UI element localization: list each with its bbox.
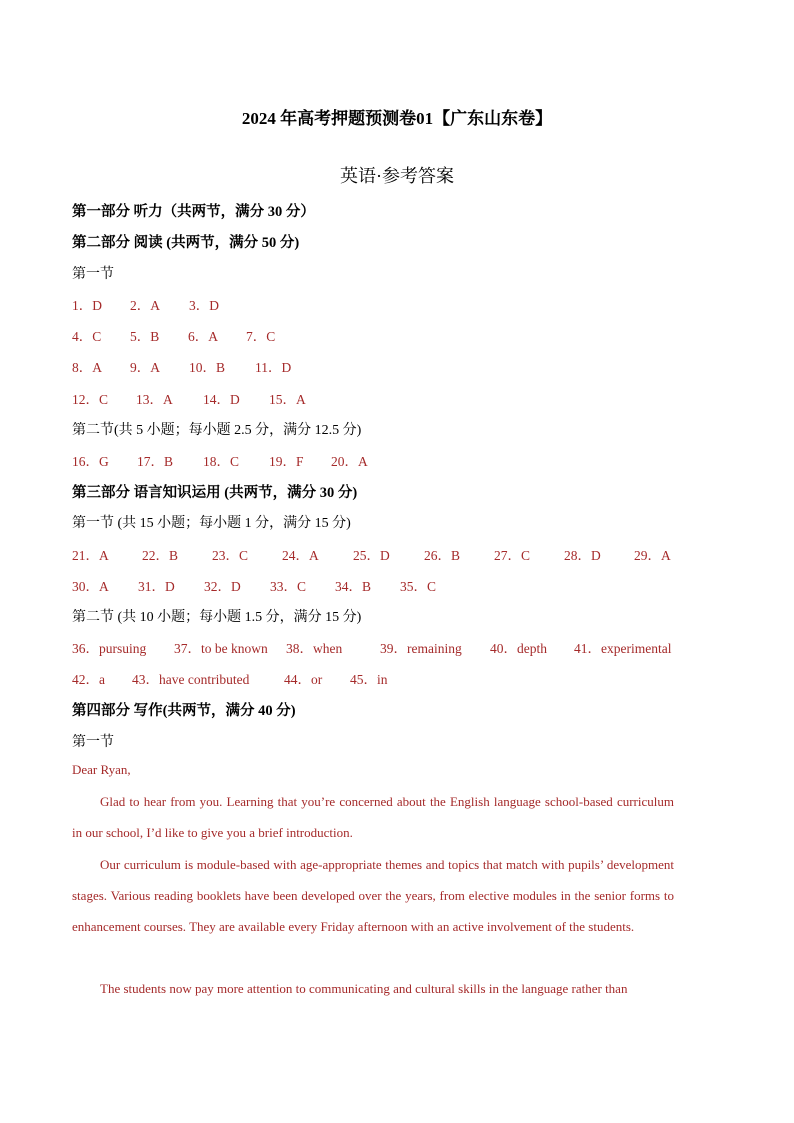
answer-item: 31．D [138, 579, 175, 594]
answer-item: 26．B [424, 548, 461, 563]
answer-item: 13．A [136, 392, 173, 407]
answer-item: 21．A [72, 548, 109, 563]
letter-paragraph: Glad to hear from you. Learning that you’re concerned about the English language school-based curriculum in our school, I’d like to give you a brief introduction. [72, 794, 674, 840]
answer-item: 35．C [400, 579, 437, 594]
letter-paragraph: Our curriculum is module-based with age-appropriate themes and topics that match with pupils’ development stages. Various reading booklets have been developed over the years, from elective modules in the senior forms to enhancement courses. They are available every Friday afternoon with an active involvement of the students. [72, 857, 674, 934]
answer-item: 4．C [72, 329, 102, 344]
answer-item: 33．C [270, 579, 307, 594]
answer-item: 29．A [634, 548, 671, 563]
part2-sec1-heading: 第一节 [72, 267, 114, 282]
answer-item: 19．F [269, 454, 304, 469]
answer-item: 23．C [212, 548, 249, 563]
part3-sec2-heading: 第二节 (共 10 小题；每小题 1.5 分，满分 15 分) [72, 610, 362, 625]
answer-item: 25．D [353, 548, 390, 563]
part2-sec2-heading: 第二节(共 5 小题；每小题 2.5 分，满分 12.5 分) [72, 423, 362, 438]
answer-item: 22．B [142, 548, 179, 563]
answer-item: 24．A [282, 548, 319, 563]
answer-item: 12．C [72, 392, 109, 407]
answer-item: 18．C [203, 454, 240, 469]
page-subtitle: 英语·参考答案 [340, 166, 454, 186]
answer-item: 32．D [204, 579, 241, 594]
answer-item: 8．A [72, 360, 102, 375]
answer-item: 44．or [284, 672, 323, 687]
answer-item: 43．have contributed [132, 672, 250, 687]
answer-item: 37．to be known [174, 641, 268, 656]
answer-item: 16．G [72, 454, 109, 469]
letter-paragraph: The students now pay more attention to communicating and cultural skills in the language rather than [100, 981, 628, 996]
letter-greeting: Dear Ryan, [72, 762, 131, 777]
answer-item: 41．experimental [574, 641, 672, 656]
answer-item: 2．A [130, 298, 160, 313]
answer-item: 10．B [189, 360, 226, 375]
part2-heading: 第二部分 阅读 (共两节，满分 50 分) [72, 235, 300, 251]
part1-heading: 第一部分 听力（共两节，满分 30 分） [72, 204, 315, 220]
answer-item: 6．A [188, 329, 218, 344]
answer-item: 45．in [350, 672, 388, 687]
answer-item: 15．A [269, 392, 306, 407]
answer-item: 34．B [335, 579, 372, 594]
answer-item: 5．B [130, 329, 160, 344]
answer-item: 3．D [189, 298, 219, 313]
page-title: 2024 年高考押题预测卷01【广东山东卷】 [241, 109, 553, 128]
answer-item: 17．B [137, 454, 174, 469]
answer-item: 27．C [494, 548, 531, 563]
part4-sec1-heading: 第一节 [72, 735, 114, 750]
answer-item: 39．remaining [380, 641, 462, 656]
answer-item: 7．C [246, 329, 276, 344]
answer-item: 28．D [564, 548, 601, 563]
answer-item: 9．A [130, 360, 160, 375]
answer-item: 42．a [72, 672, 105, 687]
part3-heading: 第三部分 语言知识运用 (共两节，满分 30 分) [72, 485, 358, 501]
answer-item: 20．A [331, 454, 368, 469]
answer-item: 36．pursuing [72, 641, 147, 656]
answer-item: 1．D [72, 298, 102, 313]
answer-item: 11．D [255, 360, 292, 375]
answer-item: 40．depth [490, 641, 547, 656]
answer-item: 14．D [203, 392, 240, 407]
answer-item: 38．when [286, 641, 343, 656]
part4-heading: 第四部分 写作(共两节，满分 40 分) [72, 703, 296, 719]
answer-item: 30．A [72, 579, 109, 594]
part3-sec1-heading: 第一节 (共 15 小题；每小题 1 分，满分 15 分) [72, 516, 351, 531]
